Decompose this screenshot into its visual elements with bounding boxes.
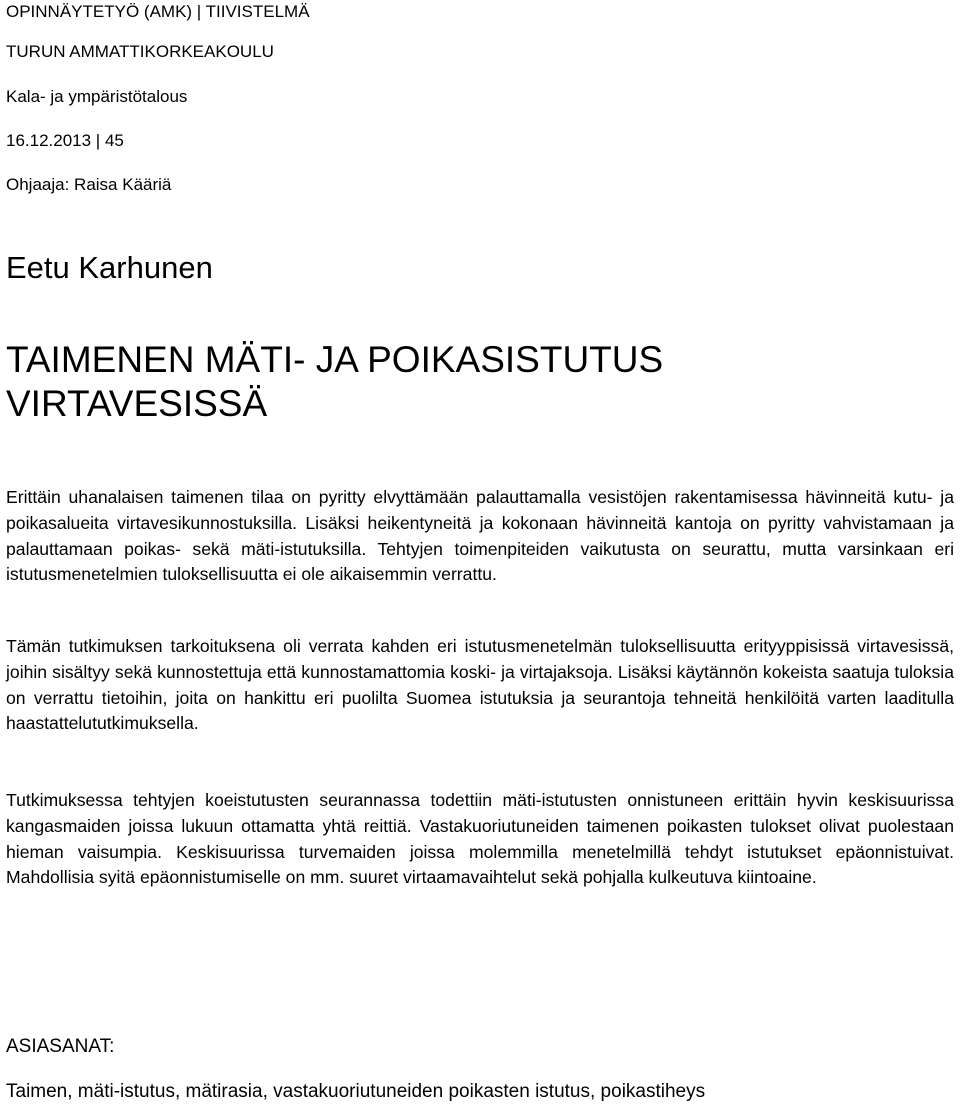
abstract-paragraph: Tutkimuksessa tehtyjen koeistutusten seurannassa todettiin mäti-istutusten onnistuneen erittäin hyvin keskisuurissa kangasmaiden joissa lukuun ottamatta yhtä reittiä. Vastakuoriutuneiden taimenen poikasten tulokset olivat puolestaan hieman vaisumpia. Keskisuurissa turvemaiden joissa molemmilla menetelmillä tehdyt istutukset epäonnistuivat. Mahdollisia syitä epäonnistumiselle on mm. suuret virtaamavaihtelut sekä pohjalla kulkeutuva kiintoaine. [6, 790, 954, 888]
institution-name: TURUN AMMATTIKORKEAKOULU [6, 42, 274, 61]
supervisor: Ohjaaja: Raisa Kääriä [6, 175, 172, 194]
thesis-title [6, 338, 906, 426]
degree-program: Kala- ja ympäristötalous [6, 87, 188, 106]
thesis-title-line-2: VIRTAVESISSÄ [6, 383, 268, 424]
keywords-label: ASIASANAT: [6, 1036, 115, 1057]
thesis-title-line-1: TAIMENEN MÄTI- JA POIKASISTUTUS [6, 339, 664, 380]
keywords-list: Taimen, mäti-istutus, mätirasia, vastakuoriutuneiden poikasten istutus, poikastiheys [6, 1081, 706, 1102]
author-name: Eetu Karhunen [6, 250, 213, 285]
abstract-paragraph: Tämän tutkimuksen tarkoituksena oli verrata kahden eri istutusmenetelmän tuloksellisuutta erityyppisissä virtavesissä, joihin sisältyy sekä kunnostettuja että kunnostamattomia koski- ja virtajaksoja. Lisäksi käytännön kokeista saatuja tuloksia on verrattu tietoihin, joita on hankittu eri puolilta Suomea istutuksia ja seurantoja tehneitä henkilöitä varten laaditulla haastattelututkimuksella. [6, 636, 954, 734]
document-type: OPINNÄYTETYÖ (AMK) | TIIVISTELMÄ [6, 2, 310, 21]
date-and-page-count: 16.12.2013 | 45 [6, 131, 124, 150]
abstract-paragraph: Erittäin uhanalaisen taimenen tilaa on pyritty elvyttämään palauttamalla vesistöjen rakentamisessa hävinneitä kutu- ja poikasalueita virtavesikunnostuksilla. Lisäksi heikentyneitä ja kokonaan hävinneitä kantoja on pyritty vahvistamaan ja palauttamaan poikas- sekä mäti-istutuksilla. Tehtyjen toimenpiteiden vaikutusta on seurattu, mutta varsinkaan eri istutusmenetelmien tuloksellisuutta ei ole aikaisemmin verrattu. [6, 487, 954, 585]
